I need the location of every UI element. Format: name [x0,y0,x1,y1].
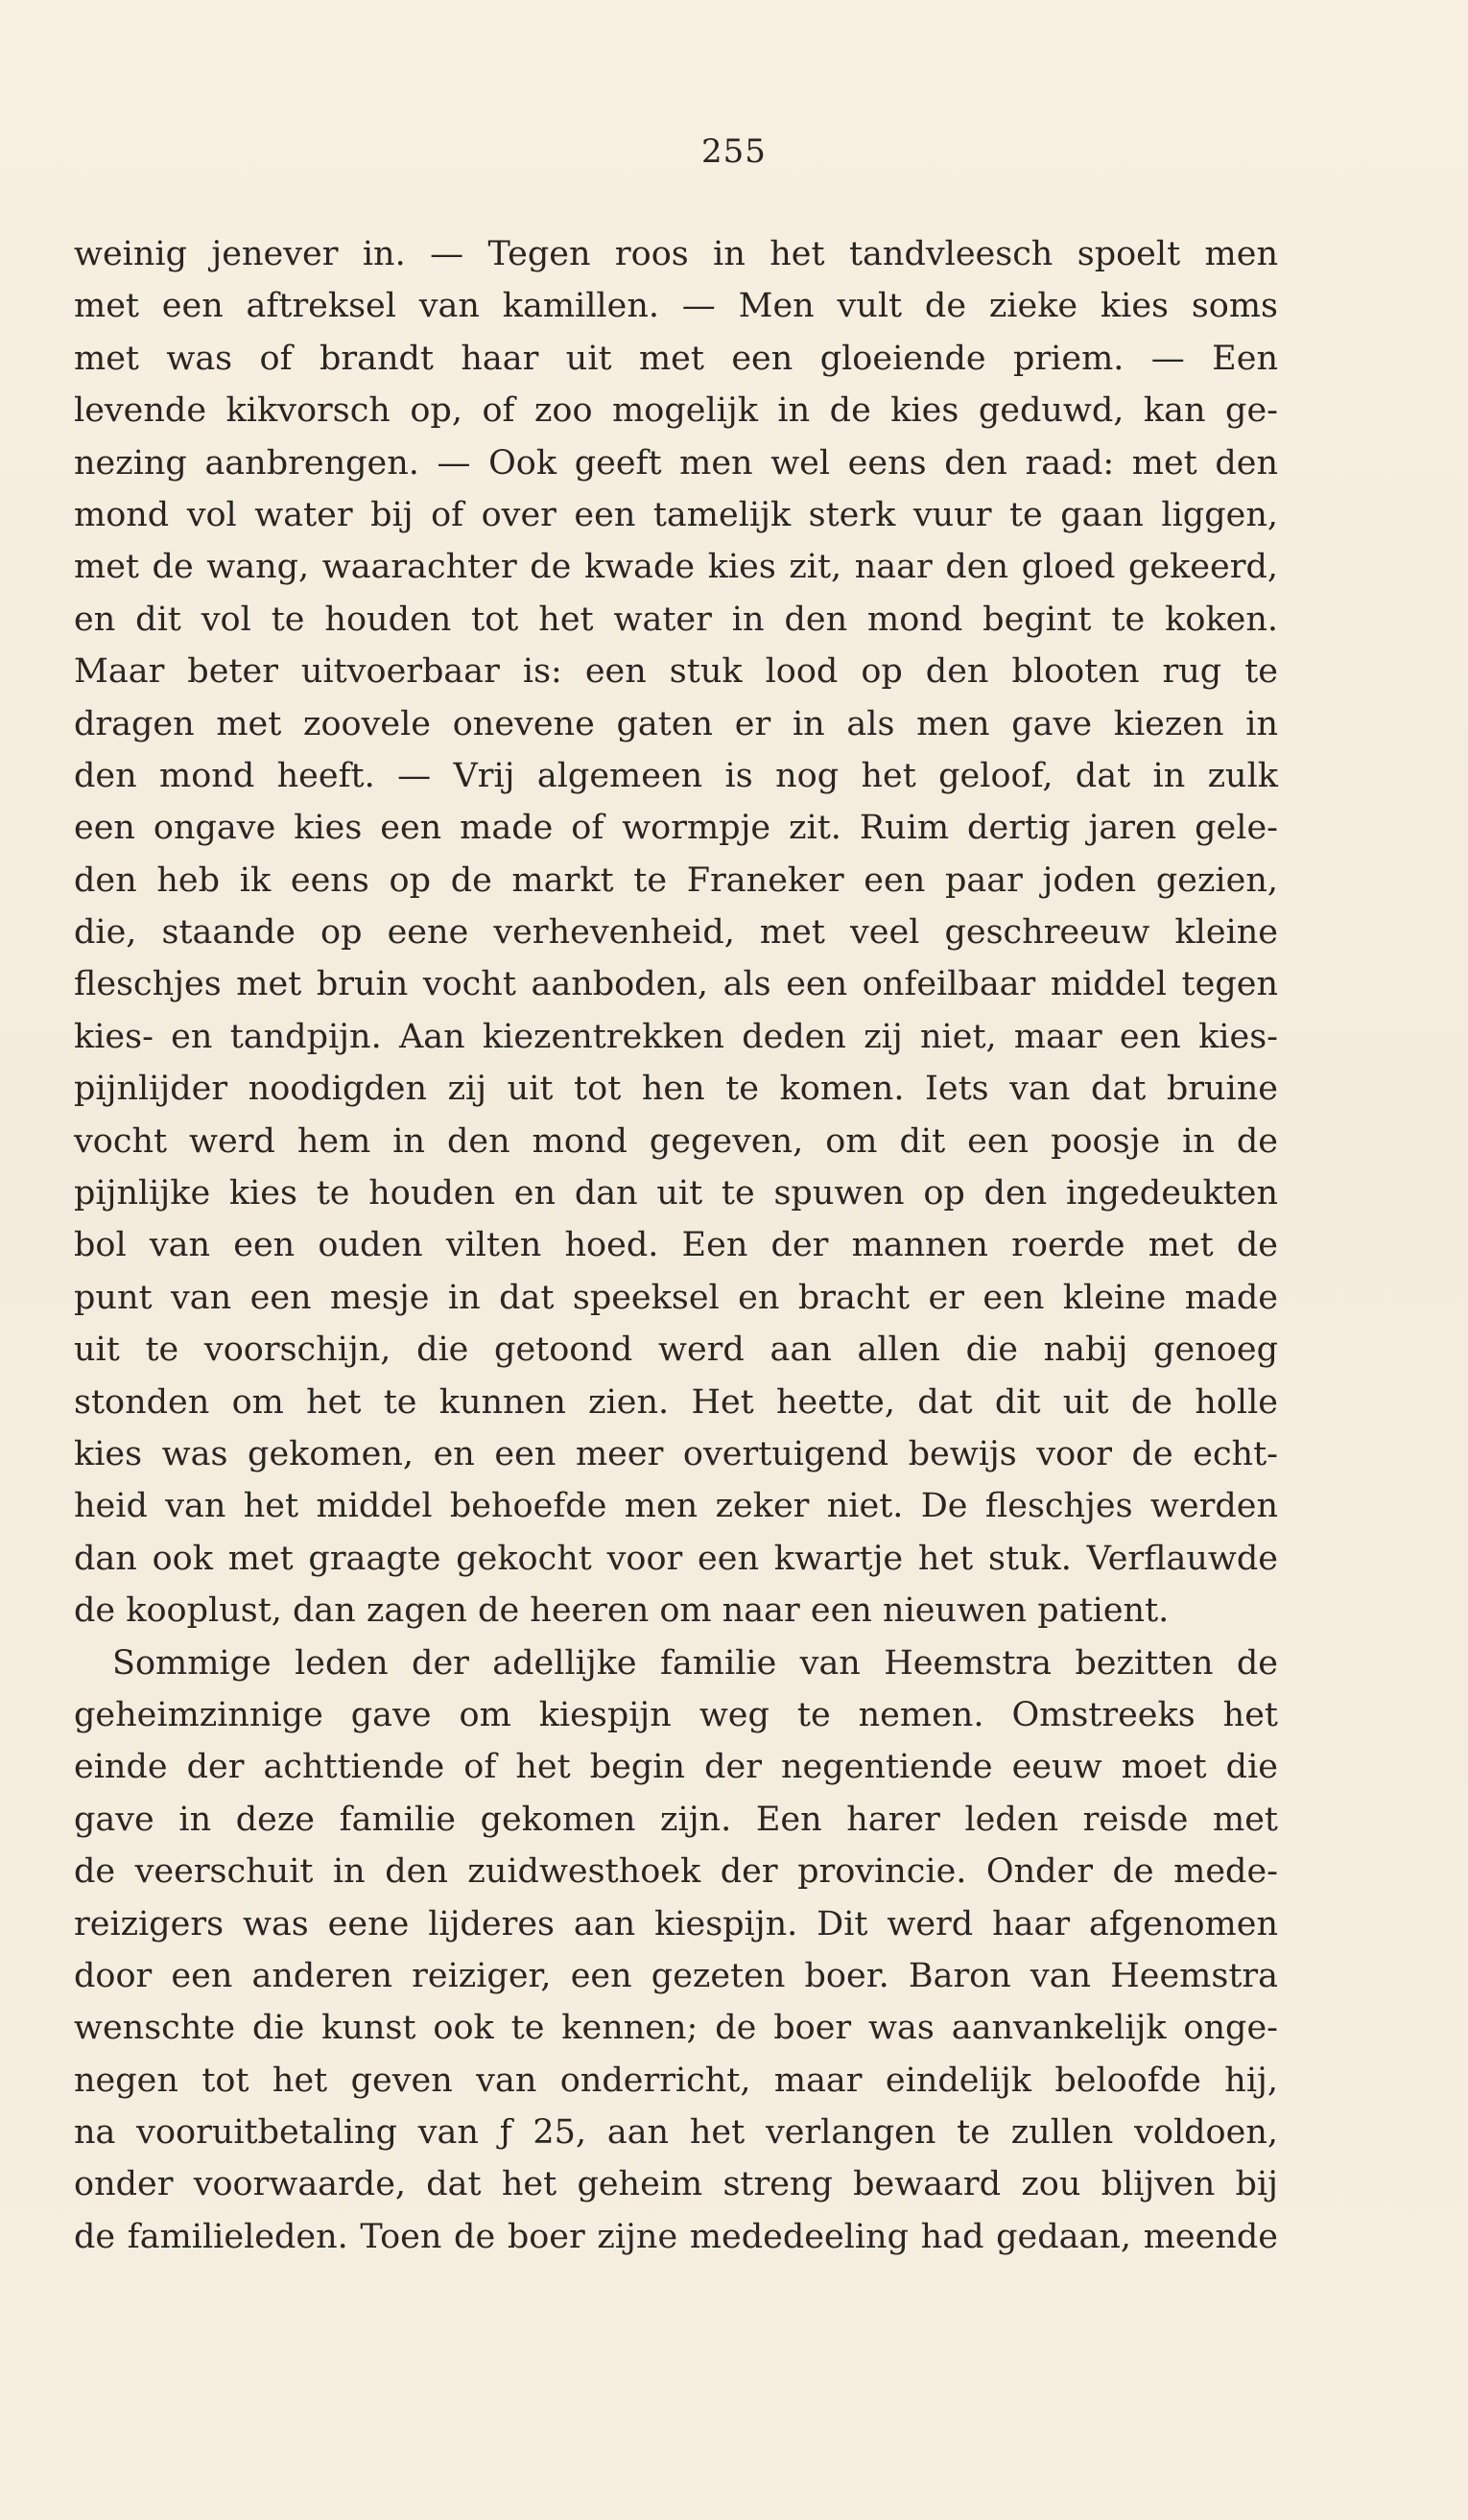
text-line: uit te voorschijn, die getoond werd aan allen die nabij genoeg [74,1331,1278,1370]
text-line: dragen met zoovele onevene gaten er in als men gave kiezen in [74,704,1278,743]
text-line: fleschjes met bruin vocht aanboden, als een onfeilbaar middel tegen [74,965,1278,1004]
text-line: een ongave kies een made of wormpje zit. Ruim dertig jaren gele- [74,809,1278,848]
text-line: met was of brandt haar uit met een gloeiende priem. — Een [74,339,1278,378]
text-line: en dit vol te houden tot het water in den mond begint te koken. [74,600,1278,639]
text-line: punt van een mesje in dat speeksel en bracht er een kleine made [74,1278,1278,1317]
text-line: pijnlijke kies te houden en dan uit te spuwen op den ingedeukten [74,1174,1278,1213]
text-line: einde der achttiende of het begin der negentiende eeuw moet die [74,1748,1278,1787]
body-text [74,228,1278,2263]
text-line: pijnlijder noodigden zij uit tot hen te komen. Iets van dat bruine [74,1070,1278,1109]
text-line: Sommige leden der adellijke familie van Heemstra bezitten de [112,1643,1278,1683]
text-line: vocht werd hem in den mond gegeven, om dit een poosje in de [74,1121,1278,1161]
text-line: den heb ik eens op de markt te Franeker een paar joden gezien, [74,860,1278,900]
text-line: gave in deze familie gekomen zijn. Een harer leden reisde met [74,1800,1278,1839]
text-line: kies- en tandpijn. Aan kiezentrekken deden zij niet, maar een kies- [74,1017,1278,1056]
text-line: Maar beter uitvoerbaar is: een stuk lood op den blooten rug te [74,652,1278,692]
text-line: geheimzinnige gave om kiespijn weg te nemen. Omstreeks het [74,1695,1278,1734]
text-line: reizigers was eene lijderes aan kiespijn. Dit werd haar afgenomen [74,1904,1278,1943]
text-line: die, staande op eene verhevenheid, met veel geschreeuw kleine [74,913,1278,953]
text-line: dan ook met graagte gekocht voor een kwartje het stuk. Verflauwde [74,1539,1278,1578]
text-line: den mond heeft. — Vrij algemeen is nog het geloof, dat in zulk [74,756,1278,795]
text-line: levende kikvorsch op, of zoo mogelijk in de kies geduwd, kan ge- [74,391,1278,431]
text-line: bol van een ouden vilten hoed. Een der mannen roerde met de [74,1226,1278,1265]
text-line: weinig jenever in. — Tegen roos in het tandvleesch spoelt men [74,235,1278,273]
paragraph [74,228,1278,1637]
text-line: met een aftreksel van kamillen. — Men vult de zieke kies soms [74,287,1278,326]
text-line: met de wang, waarachter de kwade kies zit, naar den gloed gekeerd, [74,548,1278,587]
text-line: negen tot het geven van onderricht, maar eindelijk beloofde hij, [74,2061,1278,2100]
page-number: 255 [701,132,767,171]
text-line: de kooplust, dan zagen de heeren om naar een nieuwen patient. [74,1591,1170,1631]
text-line: nezing aanbrengen. — Ook geeft men wel eens den raad: met den [74,443,1278,483]
text-line: stonden om het te kunnen zien. Het heette, dat dit uit de holle [74,1382,1278,1422]
text-line: onder voorwaarde, dat het geheim streng bewaard zou blijven bij [74,2165,1278,2204]
text-line: heid van het middel behoefde men zeker niet. De fleschjes werden [74,1487,1278,1526]
text-line: door een anderen reiziger, een gezeten boer. Baron van Heemstra [74,1956,1278,1995]
text-line: de veerschuit in den zuidwesthoek der provincie. Onder de mede- [74,1852,1278,1892]
paragraph [74,1637,1278,2264]
text-line: de familieleden. Toen de boer zijne mededeeling had gedaan, meende [74,2217,1278,2256]
text-line: wenschte die kunst ook te kennen; de boer was aanvankelijk onge- [74,2009,1278,2048]
text-line: mond vol water bij of over een tamelijk sterk vuur te gaan liggen, [74,495,1278,534]
text-line: na vooruitbetaling van ƒ 25, aan het verlangen te zullen voldoen, [74,2113,1278,2153]
text-line: kies was gekomen, en een meer overtuigend bewijs voor de echt- [74,1434,1278,1473]
